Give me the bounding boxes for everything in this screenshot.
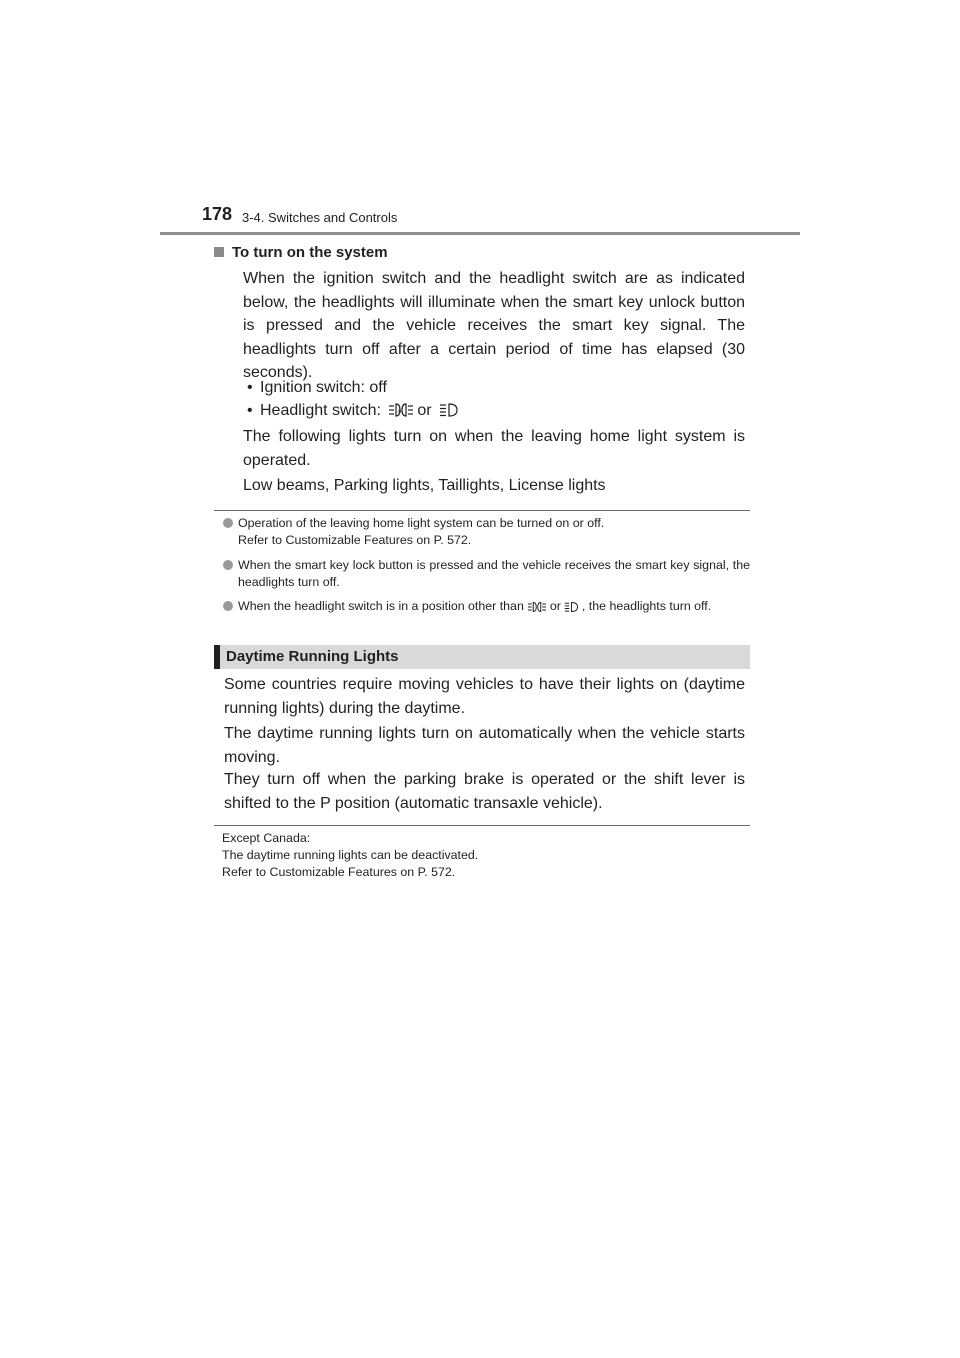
drl-paragraph: Some countries require moving vehicles to have their lights on (daytime running lights) during the daytime.	[224, 676, 745, 717]
footnote-line: Except Canada:	[222, 831, 311, 845]
page-number: 178	[202, 204, 233, 224]
circle-bullet-icon	[223, 560, 233, 570]
lights-paragraph: The following lights turn on when the leaving home light system is operated.	[243, 428, 745, 469]
subsection-heading	[214, 244, 388, 261]
auto-headlight-icon	[527, 601, 547, 613]
note-item	[224, 557, 750, 591]
drl-paragraph: The daytime running lights turn on automatically when the vehicle starts moving.	[224, 725, 745, 766]
circle-bullet-icon	[223, 518, 233, 528]
subsection-title: To turn on the system	[232, 244, 388, 261]
note-or-word: or	[549, 599, 561, 613]
condition-headlight: • Headlight switch: A or	[247, 399, 462, 423]
note-text: When the smart key lock button is pressed and the vehicle receives the smart key signal, the headlights turn off.	[238, 558, 750, 589]
note-text-part: When the headlight switch is in a position other than	[238, 599, 524, 613]
drl-paragraph: They turn off when the parking brake is operated or the shift lever is shifted to the P position (automatic transaxle vehicle).	[224, 771, 745, 812]
condition-ignition: • Ignition switch: off	[247, 379, 387, 396]
headlamp-icon	[564, 601, 579, 613]
or-word: or	[417, 402, 432, 419]
note-text-part: , the headlights turn off.	[581, 599, 712, 613]
footnote-line: Refer to Customizable Features on P. 572.	[222, 865, 456, 879]
intro-paragraph: When the ignition switch and the headlight switch are as indicated below, the headlights will illuminate when the smart key unlock button is pressed and the vehicle receives the smart key signal. The headlights turn off after a certain period of time has elapsed (30 seconds).	[243, 270, 745, 381]
lights-list: Low beams, Parking lights, Taillights, License lights	[243, 477, 606, 494]
footnote-line: The daytime running lights can be deactivated.	[222, 848, 479, 862]
auto-headlight-icon	[388, 402, 414, 418]
header-rule	[160, 232, 800, 235]
condition-headlight-text: Headlight switch:	[260, 402, 381, 419]
note-item	[224, 598, 750, 615]
svg-text:A: A	[398, 408, 402, 415]
headlamp-icon	[439, 402, 459, 418]
square-bullet-icon	[214, 247, 224, 257]
banner-accent-bar	[214, 645, 220, 669]
banner-title: Daytime Running Lights	[226, 648, 399, 665]
note-text	[238, 598, 750, 615]
footnote-rule	[214, 825, 750, 826]
note-line: Operation of the leaving home light system can be turned on or off.	[238, 516, 605, 530]
note-line: Refer to Customizable Features on P. 572.	[238, 533, 472, 547]
note-item	[224, 515, 750, 549]
section-banner	[214, 645, 750, 669]
section-header: 3-4. Switches and Controls	[242, 210, 398, 225]
condition-ignition-text: Ignition switch: off	[260, 379, 387, 396]
circle-bullet-icon	[223, 601, 233, 611]
notes-top-rule	[214, 510, 750, 511]
